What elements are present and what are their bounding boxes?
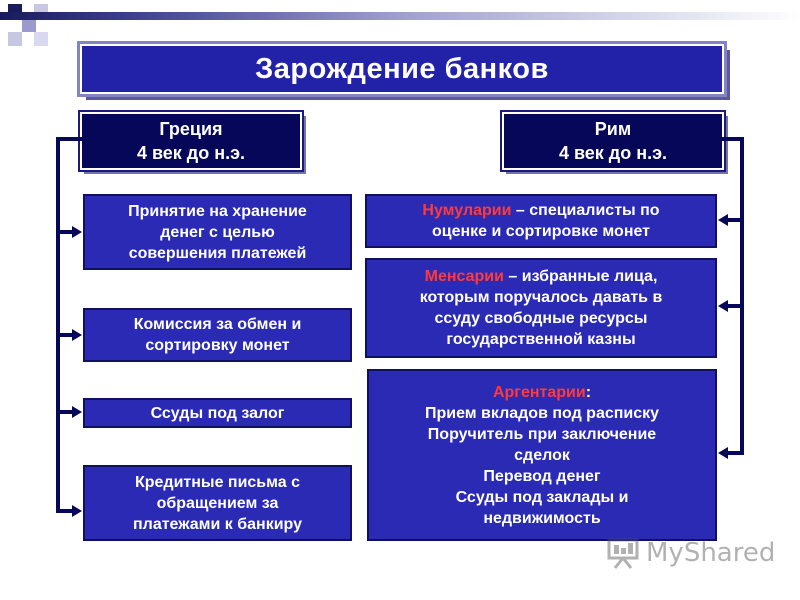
greece-item-loans	[83, 398, 352, 428]
rome-item-1-line-1	[422, 200, 659, 221]
greece-connector-vertical	[56, 137, 60, 513]
greece-arrow-4	[72, 505, 82, 517]
rome-header-name: Рим	[594, 119, 632, 139]
rome-item-2-rest: – избранные лица,	[503, 268, 658, 285]
rome-branch-3	[728, 451, 744, 455]
greece-item-credit-letters	[83, 465, 352, 541]
header-gradient-line	[0, 12, 800, 20]
greece-item-4-line-2: обращением за	[156, 494, 279, 512]
greece-branch-3	[56, 410, 72, 414]
greece-arrow-1	[72, 226, 82, 238]
rome-item-2-line-4: государственной казны	[446, 331, 636, 348]
rome-item-2-line-1	[425, 266, 658, 287]
greece-header-era: 4 век до н.э.	[136, 143, 246, 163]
watermark	[606, 536, 775, 570]
rome-item-2-line-2: которым поручалось давать в	[419, 289, 663, 306]
rome-arrow-1	[718, 214, 728, 226]
rome-arrow-2	[718, 300, 728, 312]
rome-item-1-line-2: оценке и сортировке монет	[431, 223, 651, 240]
rome-item-1-rest: – специалисты по	[511, 202, 660, 219]
rome-item-3-line-3: Поручитель при заключение	[427, 425, 657, 443]
greece-item-1-line-3: совершения платежей	[128, 244, 307, 262]
page-title: Зарождение банков	[255, 52, 549, 85]
greece-header-name: Греция	[159, 119, 223, 139]
greece-arrow-3	[72, 406, 82, 418]
greece-item-commission	[83, 308, 352, 362]
greece-item-2-line-1: Комиссия за обмен и	[133, 316, 302, 333]
greece-branch-4	[56, 509, 72, 513]
term-mensarii: Менсарии	[424, 268, 504, 285]
term-numularii: Нумуларии	[422, 202, 512, 219]
greece-branch-2	[56, 333, 72, 337]
rome-item-3-line-4: сделок	[514, 446, 570, 464]
greece-item-1-line-1: Принятие на хранение	[128, 202, 307, 220]
greece-arrow-2	[72, 329, 82, 341]
greece-item-4-line-1: Кредитные письма с	[134, 473, 301, 491]
greece-header	[80, 112, 302, 170]
rome-branch-1	[728, 218, 744, 222]
watermark-text: MyShared	[646, 538, 776, 568]
rome-header-era: 4 век до н.э.	[558, 143, 668, 163]
greece-item-deposit	[83, 194, 352, 270]
greece-item-3-line-1: Ссуды под залог	[150, 404, 285, 422]
rome-item-argentarii	[367, 369, 717, 541]
rome-item-3-line-1	[493, 382, 591, 403]
rome-connector-vertical	[740, 137, 744, 455]
greece-item-2-line-2: сортировку монет	[145, 337, 290, 354]
greece-item-1-line-2: денег с целью	[160, 223, 275, 241]
rome-item-mensarii	[365, 258, 717, 358]
rome-item-numularii	[365, 194, 717, 248]
term-argentarii: Аргентарии	[492, 383, 586, 401]
greece-item-4-line-3: платежами к банкиру	[132, 515, 302, 533]
corner-decoration	[0, 0, 60, 50]
presentation-board-icon	[606, 536, 640, 570]
rome-item-3-suffix: :	[585, 383, 592, 401]
rome-branch-2	[728, 304, 744, 308]
rome-arrow-3	[718, 447, 728, 459]
rome-item-3-line-6: Ссуды под заклады и	[455, 488, 629, 506]
rome-header	[502, 112, 724, 170]
rome-item-2-line-3: ссуду свободные ресурсы	[434, 310, 648, 327]
title-banner	[80, 44, 724, 94]
rome-item-3-line-2: Прием вкладов под расписку	[424, 404, 660, 422]
rome-item-3-line-7: недвижимость	[483, 509, 601, 527]
rome-item-3-line-5: Перевод денег	[483, 467, 601, 485]
greece-branch-1	[56, 230, 72, 234]
